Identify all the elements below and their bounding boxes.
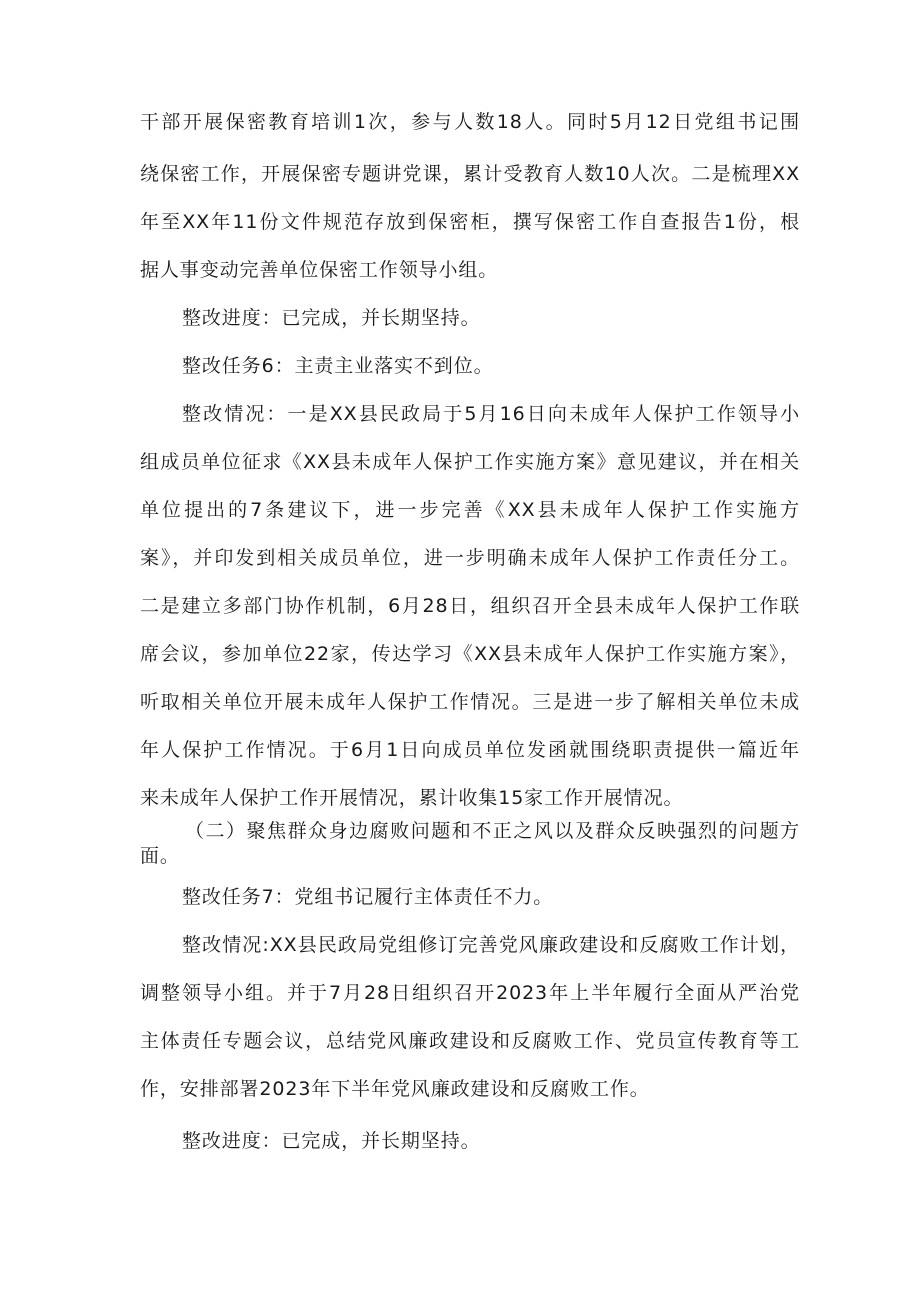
paragraph-line: 席会议，参加单位22家，传达学习《XX县未成年人保护工作实施方案》， bbox=[140, 643, 800, 665]
paragraph-line: 绕保密工作，开展保密专题讲党课，累计受教育人数10人次。二是梳理XX bbox=[140, 163, 800, 185]
paragraph-line: 整改情况:XX县民政局党组修订完善党风廉政建设和反腐败工作计划， bbox=[182, 934, 800, 956]
paragraph-line: 调整领导小组。并于7月28日组织召开2023年上半年履行全面从严治党 bbox=[140, 982, 800, 1004]
section-heading: （二）聚焦群众身边腐败问题和不正之风以及群众反映强烈的问题方 bbox=[185, 820, 800, 842]
task-heading: 整改任务7：党组书记履行主体责任不力。 bbox=[182, 886, 554, 908]
section-heading-continuation: 面。 bbox=[140, 845, 180, 867]
paragraph-line: 年至XX年11份文件规范存放到保密柜，撰写保密工作自查报告1份，根 bbox=[140, 211, 800, 233]
paragraph-line: 年人保护工作情况。于6月1日向成员单位发函就围绕职责提供一篇近年 bbox=[140, 739, 800, 761]
paragraph-line: 据人事变动完善单位保密工作领导小组。 bbox=[140, 259, 499, 281]
paragraph-line: 整改情况：一是XX县民政局于5月16日向未成年人保护工作领导小 bbox=[182, 403, 800, 425]
paragraph-line: 来未成年人保护工作开展情况，累计收集15家工作开展情况。 bbox=[140, 787, 684, 809]
progress-line: 整改进度：已完成，并长期坚持。 bbox=[182, 307, 481, 329]
paragraph-line: 组成员单位征求《XX县未成年人保护工作实施方案》意见建议，并在相关 bbox=[140, 451, 800, 473]
paragraph-line: 主体责任专题会议，总结党风廉政建设和反腐败工作、党员宣传教育等工 bbox=[140, 1030, 800, 1052]
paragraph-line: 案》，并印发到相关成员单位，进一步明确未成年人保护工作责任分工。 bbox=[140, 547, 800, 569]
progress-line: 整改进度：已完成，并长期坚持。 bbox=[182, 1130, 481, 1152]
paragraph-line: 单位提出的7条建议下，进一步完善《XX县未成年人保护工作实施方 bbox=[140, 499, 800, 521]
task-heading: 整改任务6：主责主业落实不到位。 bbox=[182, 355, 494, 377]
paragraph-line: 听取相关单位开展未成年人保护工作情况。三是进一步了解相关单位未成 bbox=[140, 691, 800, 713]
paragraph-line: 二是建立多部门协作机制，6月28日，组织召开全县未成年人保护工作联 bbox=[140, 595, 800, 617]
paragraph-line: 干部开展保密教育培训1次，参与人数18人。同时5月12日党组书记围 bbox=[140, 111, 800, 133]
paragraph-line: 作，安排部署2023年下半年党风廉政建设和反腐败工作。 bbox=[140, 1078, 650, 1100]
